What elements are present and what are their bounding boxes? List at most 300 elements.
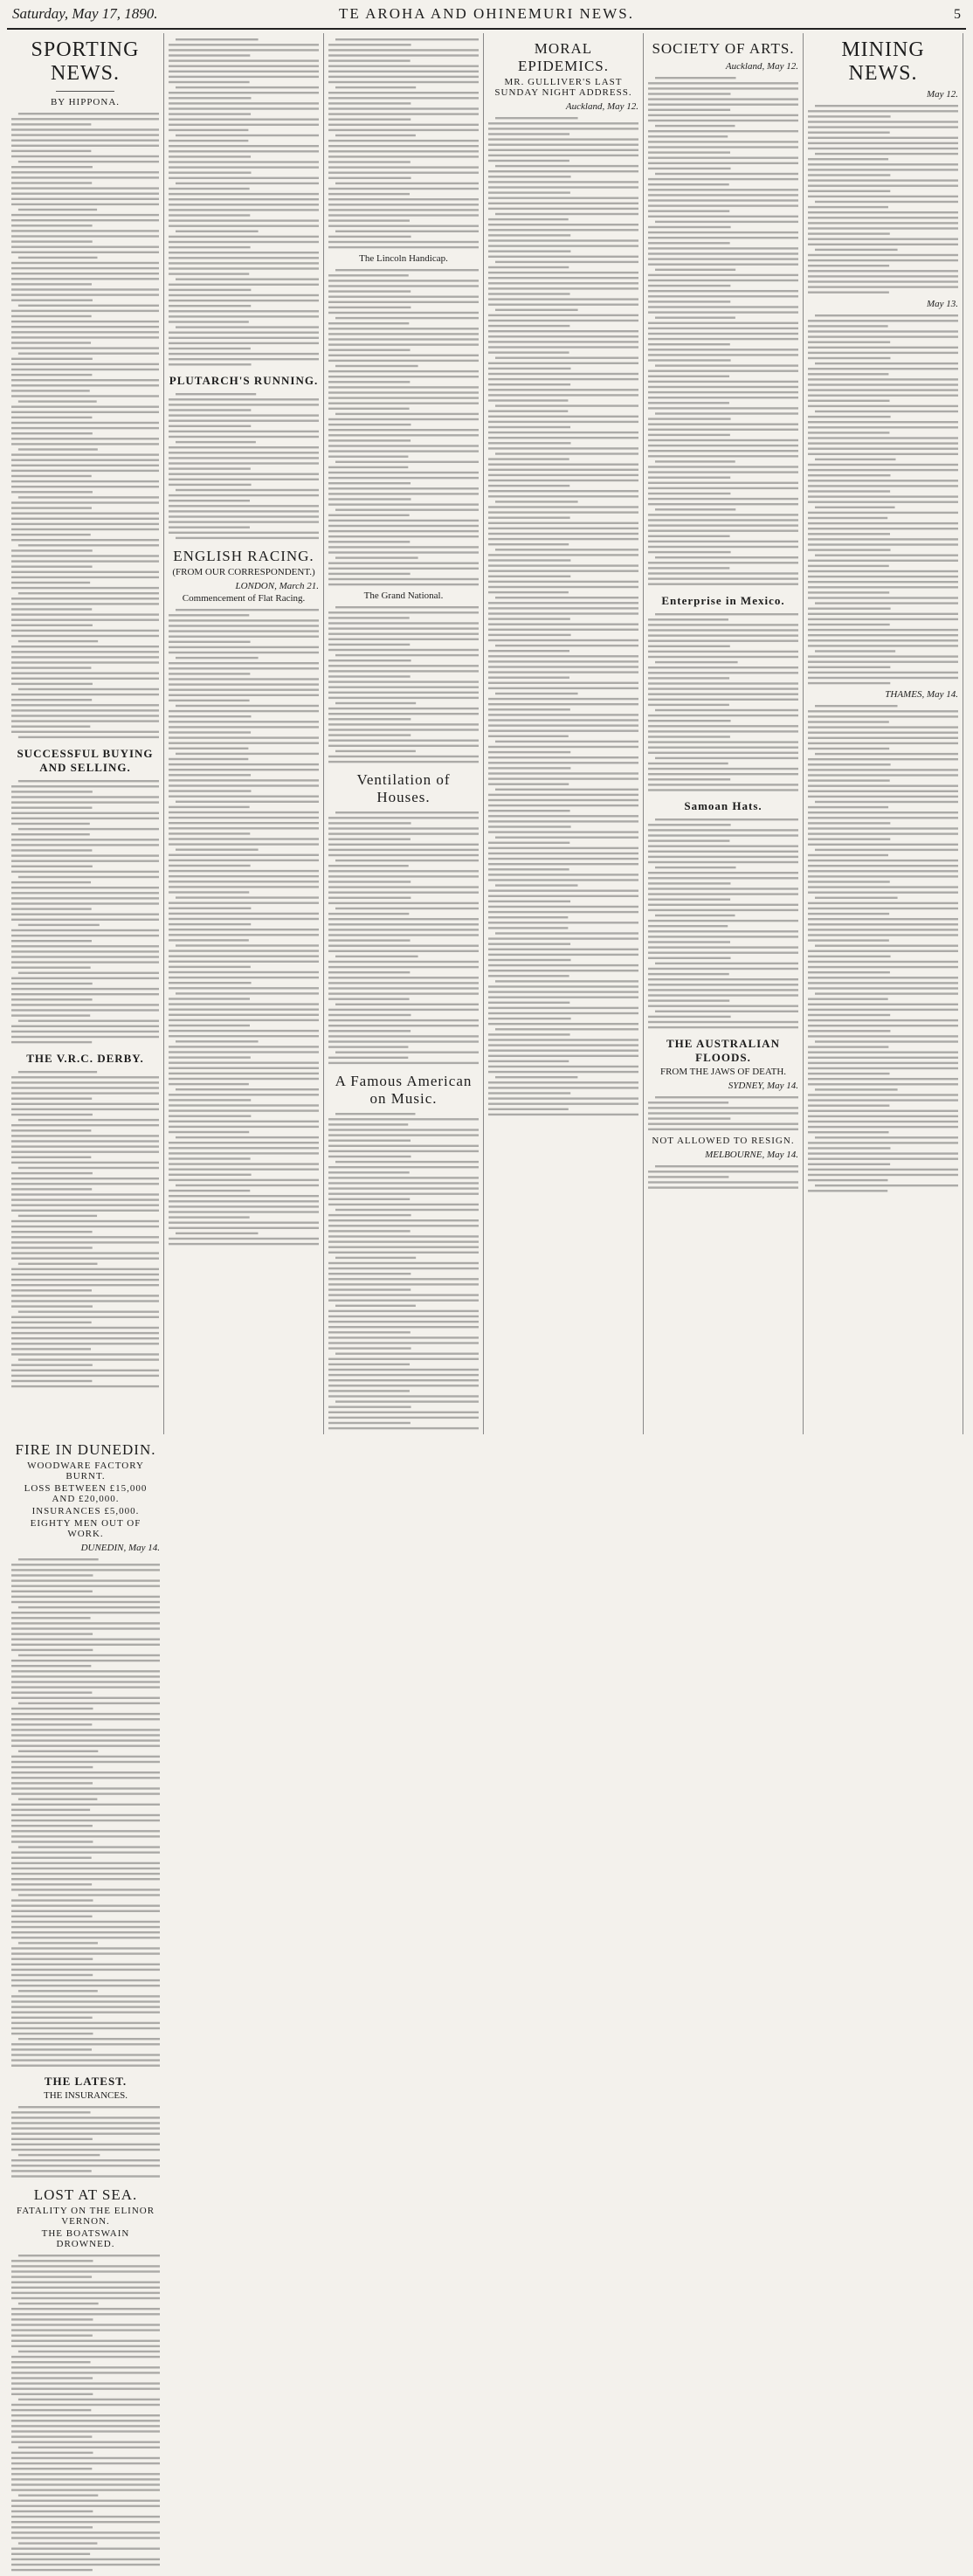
text-line	[169, 1168, 319, 1170]
text-line	[808, 394, 958, 396]
text-line	[169, 532, 319, 534]
text-line	[169, 630, 319, 632]
text-line	[648, 359, 731, 361]
text-line	[488, 389, 638, 390]
text-line	[11, 565, 93, 567]
text-line	[328, 198, 479, 200]
text-line	[648, 968, 798, 970]
text-line	[328, 66, 479, 67]
text-line	[11, 2043, 160, 2045]
text-line	[328, 929, 479, 930]
text-line	[328, 1374, 479, 1376]
text-line	[808, 346, 958, 348]
text-line	[648, 455, 798, 457]
text-line	[169, 81, 250, 83]
text-line	[169, 1179, 319, 1181]
text-line	[808, 875, 958, 877]
text-line	[328, 450, 479, 452]
text-line	[169, 652, 319, 653]
text-line	[335, 269, 479, 271]
text-line	[11, 240, 93, 242]
text-line	[11, 523, 159, 525]
text-line	[648, 93, 730, 94]
text-line	[169, 843, 319, 845]
text-line	[488, 629, 638, 631]
text-line	[11, 273, 159, 274]
text-line	[328, 1156, 411, 1157]
text-line	[169, 806, 250, 808]
text-line	[648, 1129, 798, 1130]
text-line	[808, 341, 890, 342]
text-line	[488, 426, 570, 428]
text-line	[328, 1299, 479, 1301]
text-line	[169, 219, 319, 221]
not-allowed-heading: NOT ALLOWED TO RESIGN.	[652, 1135, 795, 1146]
text-line	[328, 1294, 479, 1295]
text-line	[808, 1025, 958, 1026]
text-line	[11, 1385, 159, 1387]
text-line	[648, 856, 798, 858]
text-line	[648, 450, 798, 452]
text-line	[648, 682, 798, 684]
text-line	[18, 876, 159, 878]
text-line	[328, 107, 479, 109]
text-line	[18, 113, 159, 114]
text-line	[488, 266, 569, 268]
text-line	[169, 484, 252, 486]
text-line	[11, 1198, 159, 1200]
text-line	[495, 980, 638, 982]
text-line	[11, 678, 159, 680]
column-1	[7, 33, 164, 1434]
text-line	[11, 1102, 159, 1104]
text-line	[328, 944, 479, 946]
text-line	[176, 1184, 319, 1186]
article-text-block	[169, 607, 319, 1247]
text-line	[488, 964, 638, 966]
text-line	[11, 1771, 160, 1773]
text-line	[648, 698, 798, 700]
text-line	[648, 354, 798, 356]
text-line	[169, 284, 319, 286]
text-line	[808, 389, 958, 390]
text-line	[648, 639, 798, 641]
vrc-derby-heading: THE V.R.C. DERBY.	[26, 1051, 144, 1065]
text-line	[328, 578, 479, 580]
text-line	[648, 397, 798, 398]
text-line	[328, 140, 479, 142]
text-line	[11, 2547, 160, 2549]
text-line	[328, 665, 479, 666]
text-line	[11, 2414, 160, 2416]
text-line	[808, 325, 888, 327]
text-line	[808, 1104, 889, 1106]
text-line	[18, 2303, 99, 2304]
text-line	[648, 1112, 798, 1114]
text-line	[18, 1990, 98, 1992]
text-line	[808, 538, 958, 540]
text-line	[169, 155, 251, 157]
text-line	[655, 756, 798, 758]
text-line	[328, 1278, 479, 1280]
text-line	[11, 887, 159, 888]
text-line	[488, 160, 569, 162]
text-line	[328, 498, 411, 500]
text-line	[488, 516, 570, 518]
text-line	[328, 913, 409, 915]
text-line	[808, 163, 958, 165]
text-line	[11, 2159, 160, 2161]
text-line	[11, 2473, 160, 2475]
text-line	[169, 1014, 319, 1016]
text-line	[815, 458, 895, 459]
text-line	[11, 1226, 159, 1227]
text-line	[328, 1040, 479, 1042]
text-line	[11, 390, 90, 391]
text-line	[648, 306, 798, 307]
text-line	[488, 410, 568, 411]
text-line	[176, 657, 259, 659]
australian-floods-heading: THE AUSTRALIAN FLOODS.	[666, 1036, 780, 1064]
text-line	[808, 426, 958, 428]
text-line	[815, 1184, 958, 1186]
text-line	[335, 1400, 479, 1402]
page-number: 5	[954, 7, 961, 22]
text-line	[488, 1081, 638, 1083]
text-line	[169, 1216, 250, 1218]
text-line	[11, 560, 159, 562]
text-line	[169, 150, 319, 152]
text-line	[815, 1040, 958, 1042]
text-line	[169, 462, 319, 464]
text-line	[11, 1617, 91, 1619]
text-line	[11, 1300, 159, 1302]
text-line	[169, 494, 319, 496]
text-line	[328, 745, 479, 747]
text-line	[488, 729, 638, 731]
text-line	[328, 145, 479, 147]
text-line	[328, 503, 479, 505]
text-line	[648, 703, 729, 705]
text-line	[648, 714, 798, 715]
text-line	[169, 342, 319, 344]
text-line	[176, 896, 319, 898]
text-line	[11, 1220, 159, 1222]
text-line	[495, 884, 577, 886]
text-line	[648, 242, 730, 244]
text-line	[488, 155, 638, 156]
text-line	[808, 232, 890, 234]
text-line	[495, 1076, 577, 1078]
text-line	[11, 134, 159, 135]
text-line	[11, 224, 93, 226]
text-line	[808, 1125, 958, 1127]
text-line	[648, 290, 798, 292]
text-line	[335, 556, 418, 558]
text-line	[808, 432, 889, 433]
text-line	[488, 485, 569, 487]
text-line	[328, 301, 479, 303]
text-line	[488, 234, 570, 236]
text-line	[328, 1214, 411, 1216]
text-line	[11, 2526, 93, 2528]
text-line	[808, 929, 958, 930]
loss-subheading: LOSS BETWEEN £15,000 AND £20,000.	[24, 1482, 148, 1504]
text-line	[328, 670, 479, 672]
text-line	[488, 655, 638, 657]
text-line	[648, 103, 798, 105]
text-line	[808, 639, 958, 641]
text-line	[328, 44, 411, 45]
text-line	[808, 955, 891, 957]
text-line	[808, 452, 958, 454]
text-lines	[648, 1164, 798, 1191]
text-line	[808, 1163, 890, 1164]
text-line	[169, 1046, 319, 1047]
article-text-block	[808, 313, 958, 686]
text-line	[488, 570, 638, 571]
text-line	[18, 2351, 160, 2352]
text-line	[488, 480, 638, 481]
text-line	[169, 188, 250, 190]
article-text-block	[11, 2253, 160, 2573]
text-line	[18, 2255, 160, 2256]
text-line	[655, 1096, 798, 1098]
text-line	[11, 283, 92, 285]
text-line	[488, 363, 638, 364]
text-line	[815, 650, 895, 652]
text-line	[328, 1035, 479, 1037]
text-line	[169, 635, 319, 637]
text-line	[11, 2048, 92, 2050]
text-line	[11, 1041, 92, 1043]
text-line	[11, 935, 159, 936]
text-line	[648, 583, 798, 584]
text-lines	[11, 2104, 160, 2179]
text-line	[328, 338, 479, 340]
text-line	[488, 1012, 638, 1014]
issue-date: Saturday, May 17, 1890.	[12, 5, 158, 22]
text-line	[328, 1009, 479, 1011]
text-line	[488, 474, 638, 476]
text-line	[655, 660, 738, 662]
text-line	[11, 294, 159, 295]
text-line	[11, 1931, 160, 1933]
text-line	[648, 784, 798, 785]
society-dateline: Auckland, May 12.	[725, 61, 798, 72]
text-line	[488, 511, 638, 513]
text-line	[11, 2409, 91, 2411]
text-line	[328, 992, 479, 994]
text-line	[488, 506, 638, 508]
text-line	[808, 843, 958, 845]
text-line	[11, 432, 93, 434]
text-line	[808, 533, 890, 535]
text-line	[169, 363, 252, 365]
text-line	[808, 811, 958, 813]
text-line	[488, 416, 638, 418]
text-line	[488, 559, 570, 561]
text-line	[11, 1564, 160, 1565]
text-line	[488, 783, 569, 784]
text-line	[648, 476, 730, 478]
text-line	[169, 838, 319, 839]
text-line	[328, 376, 479, 377]
text-line	[488, 197, 638, 198]
text-line	[11, 630, 159, 632]
text-line	[488, 287, 638, 289]
text-line	[808, 784, 958, 786]
text-line	[11, 1627, 160, 1629]
text-line	[328, 1342, 479, 1343]
text-line	[11, 1899, 93, 1901]
text-line	[648, 893, 798, 894]
text-line	[815, 992, 958, 994]
text-line	[11, 608, 92, 610]
text-line	[648, 146, 798, 148]
text-line	[808, 404, 958, 406]
text-line	[169, 65, 319, 66]
text-line	[808, 1131, 889, 1133]
text-line	[328, 515, 410, 516]
text-lines	[11, 1069, 159, 1389]
text-line	[11, 897, 159, 899]
text-line	[495, 356, 638, 358]
auckland-dateline: Auckland, May 12.	[565, 101, 638, 112]
text-line	[169, 939, 249, 941]
text-line	[808, 378, 958, 380]
text-line	[808, 564, 889, 566]
text-line	[169, 224, 319, 226]
text-line	[335, 183, 479, 184]
text-line	[808, 1078, 958, 1080]
text-line	[328, 1019, 479, 1021]
text-line	[808, 399, 889, 401]
text-line	[648, 994, 798, 996]
text-line	[808, 779, 890, 781]
text-line	[808, 721, 889, 722]
text-line	[488, 143, 638, 145]
text-line	[11, 2425, 160, 2427]
text-line	[11, 1590, 93, 1592]
text-line	[328, 939, 411, 941]
text-line	[11, 374, 92, 376]
text-line	[11, 549, 93, 551]
text-line	[808, 415, 891, 417]
text-line	[815, 410, 958, 411]
text-line	[11, 2281, 160, 2282]
text-line	[488, 149, 638, 151]
text-line	[655, 508, 735, 510]
text-line	[488, 368, 570, 369]
text-line	[18, 496, 159, 498]
text-line	[176, 992, 319, 994]
text-line	[648, 503, 798, 505]
text-line	[169, 763, 319, 765]
text-line	[11, 507, 92, 508]
text-line	[648, 1122, 798, 1124]
text-line	[808, 901, 958, 903]
text-line	[648, 930, 798, 932]
text-line	[648, 762, 728, 763]
text-line	[176, 1233, 258, 1234]
text-line	[169, 1073, 319, 1074]
text-line	[169, 353, 319, 355]
text-line	[11, 1030, 159, 1032]
text-line	[169, 1211, 319, 1212]
text-line	[11, 2569, 93, 2571]
text-line	[808, 1157, 958, 1159]
text-line	[488, 777, 638, 779]
text-line	[169, 420, 319, 422]
text-line	[655, 867, 736, 868]
columns	[7, 33, 966, 2249]
text-line	[11, 2265, 160, 2267]
text-line	[328, 225, 479, 227]
text-line	[11, 2393, 93, 2394]
text-line	[11, 1851, 160, 1853]
text-line	[18, 1310, 159, 1312]
text-lines	[328, 810, 479, 1066]
text-line	[808, 179, 958, 181]
text-line	[808, 115, 891, 117]
text-line	[328, 633, 479, 635]
text-line	[815, 201, 958, 203]
text-line	[488, 1033, 570, 1035]
text-line	[169, 415, 319, 417]
text-line	[655, 125, 735, 127]
text-line	[11, 587, 159, 589]
text-line	[648, 168, 731, 169]
text-line	[11, 1766, 93, 1768]
text-line	[169, 1094, 319, 1095]
text-line	[11, 310, 159, 312]
text-line	[648, 1176, 728, 1178]
text-line	[808, 490, 890, 492]
text-line	[11, 865, 93, 867]
text-line	[176, 753, 319, 755]
text-line	[11, 849, 92, 851]
text-line	[488, 335, 638, 337]
text-line	[11, 1585, 160, 1586]
text-line	[648, 687, 798, 689]
text-line	[169, 811, 319, 813]
text-line	[169, 625, 319, 626]
column-6	[804, 33, 963, 1434]
text-line	[648, 839, 729, 841]
moral-epidemics-heading: MORAL EPIDEMICS.	[518, 40, 609, 74]
text-line	[335, 908, 479, 909]
text-line	[11, 1968, 160, 1970]
text-line	[808, 607, 891, 609]
text-line	[808, 827, 958, 829]
text-line	[169, 619, 319, 621]
text-line	[11, 1868, 160, 1869]
english-racing-heading: ENGLISH RACING.	[173, 547, 314, 564]
text-line	[648, 338, 798, 340]
text-line	[648, 333, 798, 335]
text-line	[808, 870, 958, 872]
text-line	[495, 165, 638, 167]
text-line	[488, 714, 638, 715]
text-line	[328, 886, 479, 887]
text-line	[11, 1284, 159, 1286]
article-text-block	[328, 810, 479, 1066]
text-line	[488, 772, 638, 774]
text-line	[648, 285, 730, 287]
text-line	[648, 989, 798, 991]
text-line	[11, 929, 159, 931]
